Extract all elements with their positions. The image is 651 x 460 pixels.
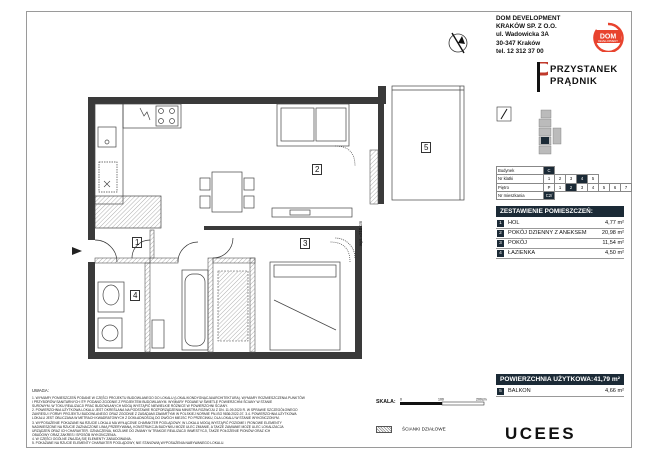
room-label-5: 5	[421, 142, 431, 153]
selector-cell: 3	[566, 175, 577, 183]
selector-cell: 5	[588, 175, 599, 183]
project-name-top: PRZYSTANEK	[550, 64, 618, 75]
note-line: ZAKRESU I FORMY PROJEKTU BUDOWLANEGO ORAZ ZGODNIE Z ZASADAMI ZAWARTYMI W POLSKIEJ NORMIE PN-ISO 9836:2022-07. 3.4. POWIERZCHNIA UŻYTKOWA	[32, 412, 297, 417]
room-number: 2	[497, 230, 504, 237]
living-furniture	[200, 104, 355, 217]
dom-logo-subtext: DEVELOPMENT	[598, 40, 618, 43]
room-area: 11,54 m²	[602, 240, 624, 246]
note-line: I PRZYBORÓW SANITARNYCH ITP. PODANO ZGODNIE Z PROJEKTEM BUDOWLANYM. WYMIARY PODANE W ŚWIETLE POWIERZCHNI ŚCIANY W STANIE	[32, 400, 273, 405]
note-line: NADWIESZONE NA RZUCIE ZAZNACZONE LINIĄ PRZERYWANĄ. KONSTRUKCJA BUDYNKU MOŻE ULEC ZMIANIE, A TAKŻE ZAMIANIE MOŻE ULEC LOKALIZACJA	[32, 424, 284, 429]
selector-cell: P	[544, 183, 555, 191]
note-line: LOKALU JEST OBLICZANA W METRACH KWADRATOWYCH Z DOKŁADNOŚCIĄ DO DWÓCH MIEJSC PO PRZECINKU, DLA LOKALU W STANIE WYKOŃCZONYM.	[32, 416, 280, 421]
room-area: 4,50 m²	[605, 250, 624, 256]
note-line: URZĄDZEŃ ORAZ ICH CHARAKTER. OZNACZENIA, MOŻLIWE DO ZMIANY W TRAKCIE REALIZACJI INWESTYCJI, TAKŻE POŁOŻENIE PIONÓW ORAZ ICH	[32, 428, 271, 433]
selector-cell: C2/	[544, 191, 555, 199]
extra-area: 4,66 m²	[605, 388, 624, 394]
note-line: 5. POKAZANE NA RZUCIE ELEMENTY CHARAKTER POGLĄDOWY, NIE STANOWIĄ WYPOSAŻENIA NABYWANEGO LOKALU.	[32, 441, 225, 446]
selector-cell: 2	[555, 175, 566, 183]
room-row	[496, 219, 624, 229]
room-number: 3	[497, 240, 504, 247]
legend-partition-walls	[376, 426, 446, 433]
entry-arrow	[72, 247, 82, 255]
dom-logo-text: DOM	[599, 33, 617, 41]
room-label-2: 2	[312, 164, 322, 175]
bedroom-furniture	[270, 242, 350, 350]
developer-phone: tel. 12 312 37 00	[496, 47, 544, 55]
selector-row-staircase	[497, 175, 632, 183]
notes-title: UWAGA:	[32, 388, 49, 393]
scale-tick: 0	[400, 397, 402, 402]
room-area: 20,98 m²	[601, 230, 624, 236]
note-line: 2. POWIERZCHNIA UŻYTKOWA LOKALU JEST OKREŚLANA NA PODSTAWIE ROZPORZĄDZENIA MINISTRA ROZWOJU Z DN. 11.09.2020 R. W SPRAWIE SZCZEGÓŁOWEGO	[32, 408, 298, 413]
developer-name: DOM DEVELOPMENT	[496, 15, 561, 22]
bathroom-fixtures	[98, 270, 208, 350]
selector-cell: C	[544, 167, 555, 175]
compass-icon	[449, 33, 467, 53]
building-minimap	[515, 108, 565, 163]
selector-cell: 7	[621, 183, 632, 191]
scale-tick: 100	[438, 397, 444, 402]
usable-area-label: POWIERZCHNIA UŻYTKOWA:	[500, 376, 594, 383]
room-area: 4,77 m²	[605, 220, 624, 226]
selector-cell: 1	[544, 175, 555, 183]
project-name-bottom: PRĄDNIK	[550, 76, 598, 87]
scale-bar	[398, 396, 490, 408]
scale-tick: 200cm	[476, 397, 487, 402]
selector-cell: 5	[599, 183, 610, 191]
selector-row-floor	[497, 183, 632, 191]
selector-cell: 2	[566, 183, 577, 191]
selector-cell: 3	[577, 183, 588, 191]
room-number: 1	[497, 220, 504, 227]
rooms-section-title: ZESTAWIENIE POMIESZCZEŃ:	[496, 206, 624, 217]
hatch-swatch	[376, 426, 392, 433]
notes-text	[32, 396, 362, 445]
brand-mark-icon	[536, 62, 548, 92]
height-note: wys.=210 cm	[358, 220, 363, 246]
room-row	[496, 239, 624, 249]
room-name: POKÓJ	[508, 240, 527, 246]
selector-label: Piętro	[497, 183, 544, 191]
note-line: 4. W CZĘŚCI OGÓLNE ZNAJDĄ SIĘ ELEMENTY ZABUDOWANIA.	[32, 436, 132, 441]
note-line: OBUDOWY ORAZ ZAKRES I SPOSÓB WYKOŃCZENIA.	[32, 432, 117, 437]
usable-area-value: 41,79 m²	[593, 376, 620, 383]
selector-cell: 4	[577, 175, 588, 183]
partition-walls	[95, 150, 378, 352]
room-label-4: 4	[130, 290, 140, 301]
selector-label: Nr klatki	[497, 175, 544, 183]
selector-row-unit	[497, 191, 632, 199]
room-number: 4	[497, 250, 504, 257]
developer-company: KRAKÓW SP. Z O.O.	[496, 23, 557, 31]
developer-street: ul. Wadowicka 3A	[496, 31, 549, 39]
room-label-3: 3	[300, 238, 310, 249]
room-label-1: 1	[132, 237, 142, 248]
selector-cell: 1	[555, 183, 566, 191]
room-name: ŁAZIENKA	[508, 250, 536, 256]
selector-cell: 4	[588, 183, 599, 191]
extra-row	[496, 387, 624, 397]
compass-small-icon	[496, 106, 512, 122]
note-line: SUROWYM. W TOKU REALIZACJI PRAC BUDOWLANYCH MOGĄ WYSTĄPIĆ NIEWIELKIE RÓŻNICE W POWIERZCHNI ŚCIANY.	[32, 404, 228, 409]
project-brand	[534, 58, 630, 98]
developer-city: 30-347 Kraków	[496, 39, 541, 47]
room-name: POKÓJ DZIENNY Z ANEKSEM	[508, 230, 587, 236]
extra-name: BALKON	[508, 388, 531, 394]
unit-selector-table	[496, 166, 632, 200]
selector-label: Budynek	[497, 167, 544, 175]
usable-area-bar	[496, 374, 624, 385]
scale-label: SKALA:	[376, 399, 396, 405]
note-line: 3. WYPOSAŻENIE POKAZANE NA RZUCIE LOKALU MA WYŁĄCZNIE CHARAKTER POGLĄDOWY. W LOKALU MOGĄ WYSTĄPIĆ POZIOME I PIONOWE ELEMENTY	[32, 420, 282, 425]
selector-label: Nr mieszkania	[497, 191, 544, 199]
room-row	[496, 229, 624, 239]
room-row	[496, 249, 624, 259]
legend-label: ŚCIANKI DZIAŁOWE	[402, 426, 446, 432]
note-line: 1. WYMIARY POMIESZCZEŃ PODANE W CZĘŚCI PROJEKTU BUDOWLANEGO DO LOKALU (LOKAL/KONDYGNACJA/ARCHITEKTURA). WYMIARY ROZMIESZCZENIA PUNKTÓW	[32, 396, 305, 400]
kitchen	[95, 104, 181, 228]
extra-number: 5	[497, 388, 504, 395]
room-name: HOL	[508, 220, 520, 226]
ucees-logo: UCEES	[505, 424, 577, 443]
selector-cell: 6	[610, 183, 621, 191]
selector-row-building	[497, 167, 632, 175]
dom-development-logo	[592, 22, 624, 52]
